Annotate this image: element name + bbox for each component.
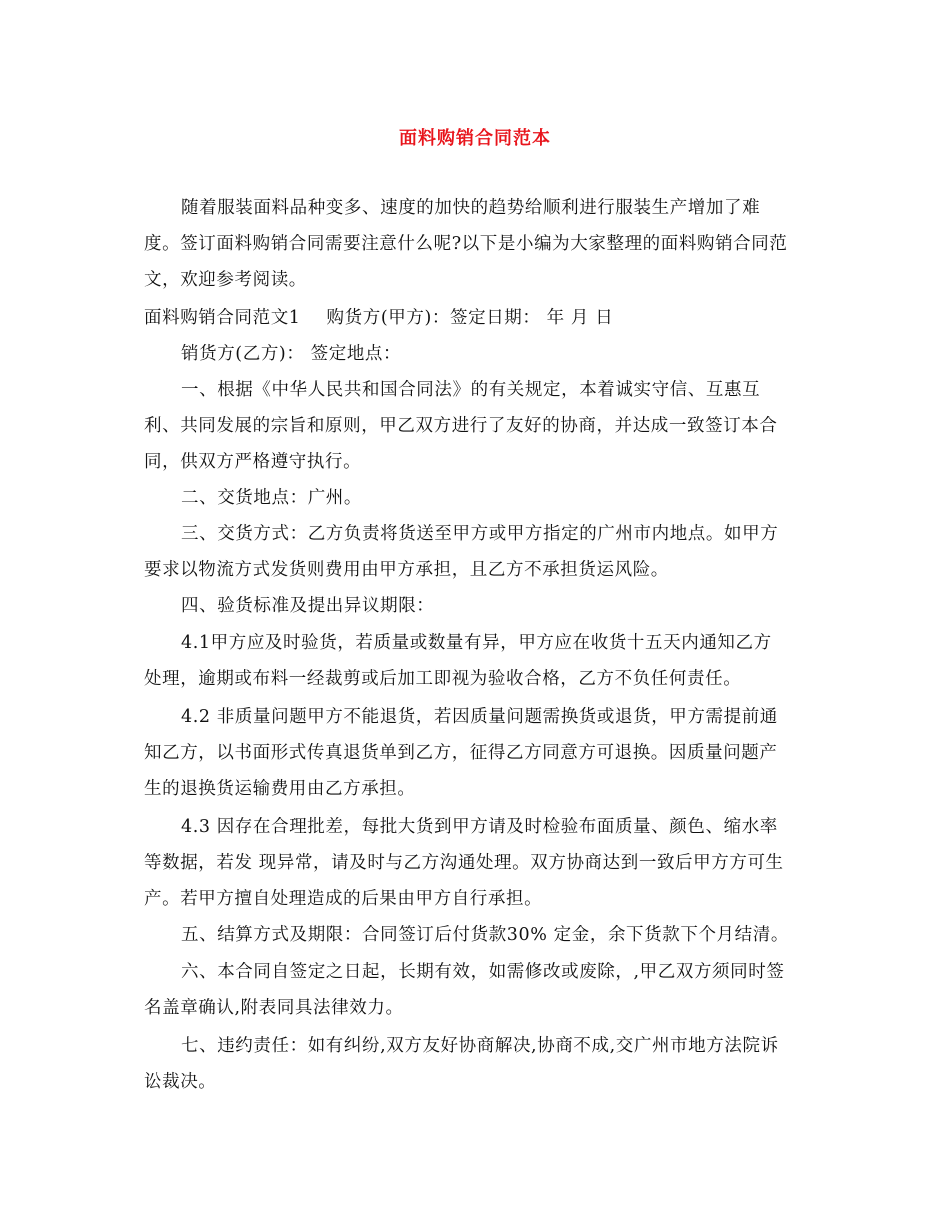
text-line: 文，欢迎参考阅读。 — [144, 270, 307, 290]
sample-heading: 面料购销合同范文1 — [144, 308, 301, 328]
text-line: 利、共同发展的宗旨和原则，甲乙双方进行了友好的协商，并达成一致签订本合 — [144, 416, 778, 436]
text-line: 销货方(乙方)： 签定地点： — [181, 344, 402, 364]
text-line: 生的退换货运输费用由乙方承担。 — [144, 779, 416, 799]
buyer-info: 购货方(甲方)：签定日期： 年 月 日 — [326, 308, 614, 328]
text-line: 处理，逾期或布料一经裁剪或后加工即视为验收合格，乙方不负任何责任。 — [144, 669, 742, 689]
text-line: 等数据，若发 现异常，请及时与乙方沟通处理。双方协商达到一致后甲方方可生 — [144, 853, 784, 873]
text-line: 讼裁决。 — [144, 1072, 217, 1092]
document-title: 面料购销合同范本 — [399, 128, 551, 149]
text-line: 五、结算方式及期限：合同签订后付货款30% 定金，余下货款下个月结清。 — [181, 925, 789, 945]
text-line: 六、本合同自签定之日起，长期有效，如需修改或废除，,甲乙双方须同时签 — [181, 962, 785, 982]
text-line: 4.2 非质量问题甲方不能退货，若因质量问题需换货或退货，甲方需提前通 — [181, 707, 778, 727]
text-line: 名盖章确认,附表同具法律效力。 — [144, 998, 404, 1018]
text-line: 产。若甲方擅自处理造成的后果由甲方自行承担。 — [144, 889, 543, 909]
text-line: 知乙方，以书面形式传真退货单到乙方，征得乙方同意方可退换。因质量问题产 — [144, 743, 778, 763]
text-line: 4.3 因存在合理批差，每批大货到甲方请及时检验布面质量、颜色、缩水率 — [181, 817, 778, 837]
text-line: 随着服装面料品种变多、速度的加快的趋势给顺利进行服装生产增加了难 — [181, 198, 761, 218]
heading-line — [144, 306, 613, 330]
text-line: 七、违约责任：如有纠纷,双方友好协商解决,协商不成,交广州市地方法院诉 — [181, 1036, 779, 1056]
text-line: 一、根据《中华人民共和国合同法》的有关规定，本着诚实守信、互惠互 — [181, 380, 761, 400]
text-line: 4.1甲方应及时验货，若质量或数量有异，甲方应在收货十五天内通知乙方 — [181, 633, 772, 653]
text-line: 四、验货标准及提出异议期限： — [181, 596, 435, 616]
text-line: 度。签订面料购销合同需要注意什么呢?以下是小编为大家整理的面料购销合同范 — [144, 234, 788, 254]
text-line: 要求以物流方式发货则费用由甲方承担，且乙方不承担货运风险。 — [144, 560, 669, 580]
text-line: 三、交货方式：乙方负责将货送至甲方或甲方指定的广州市内地点。如甲方 — [181, 524, 779, 544]
text-line: 二、交货地点：广州。 — [181, 488, 362, 508]
text-line: 同，供双方严格遵守执行。 — [144, 452, 362, 472]
